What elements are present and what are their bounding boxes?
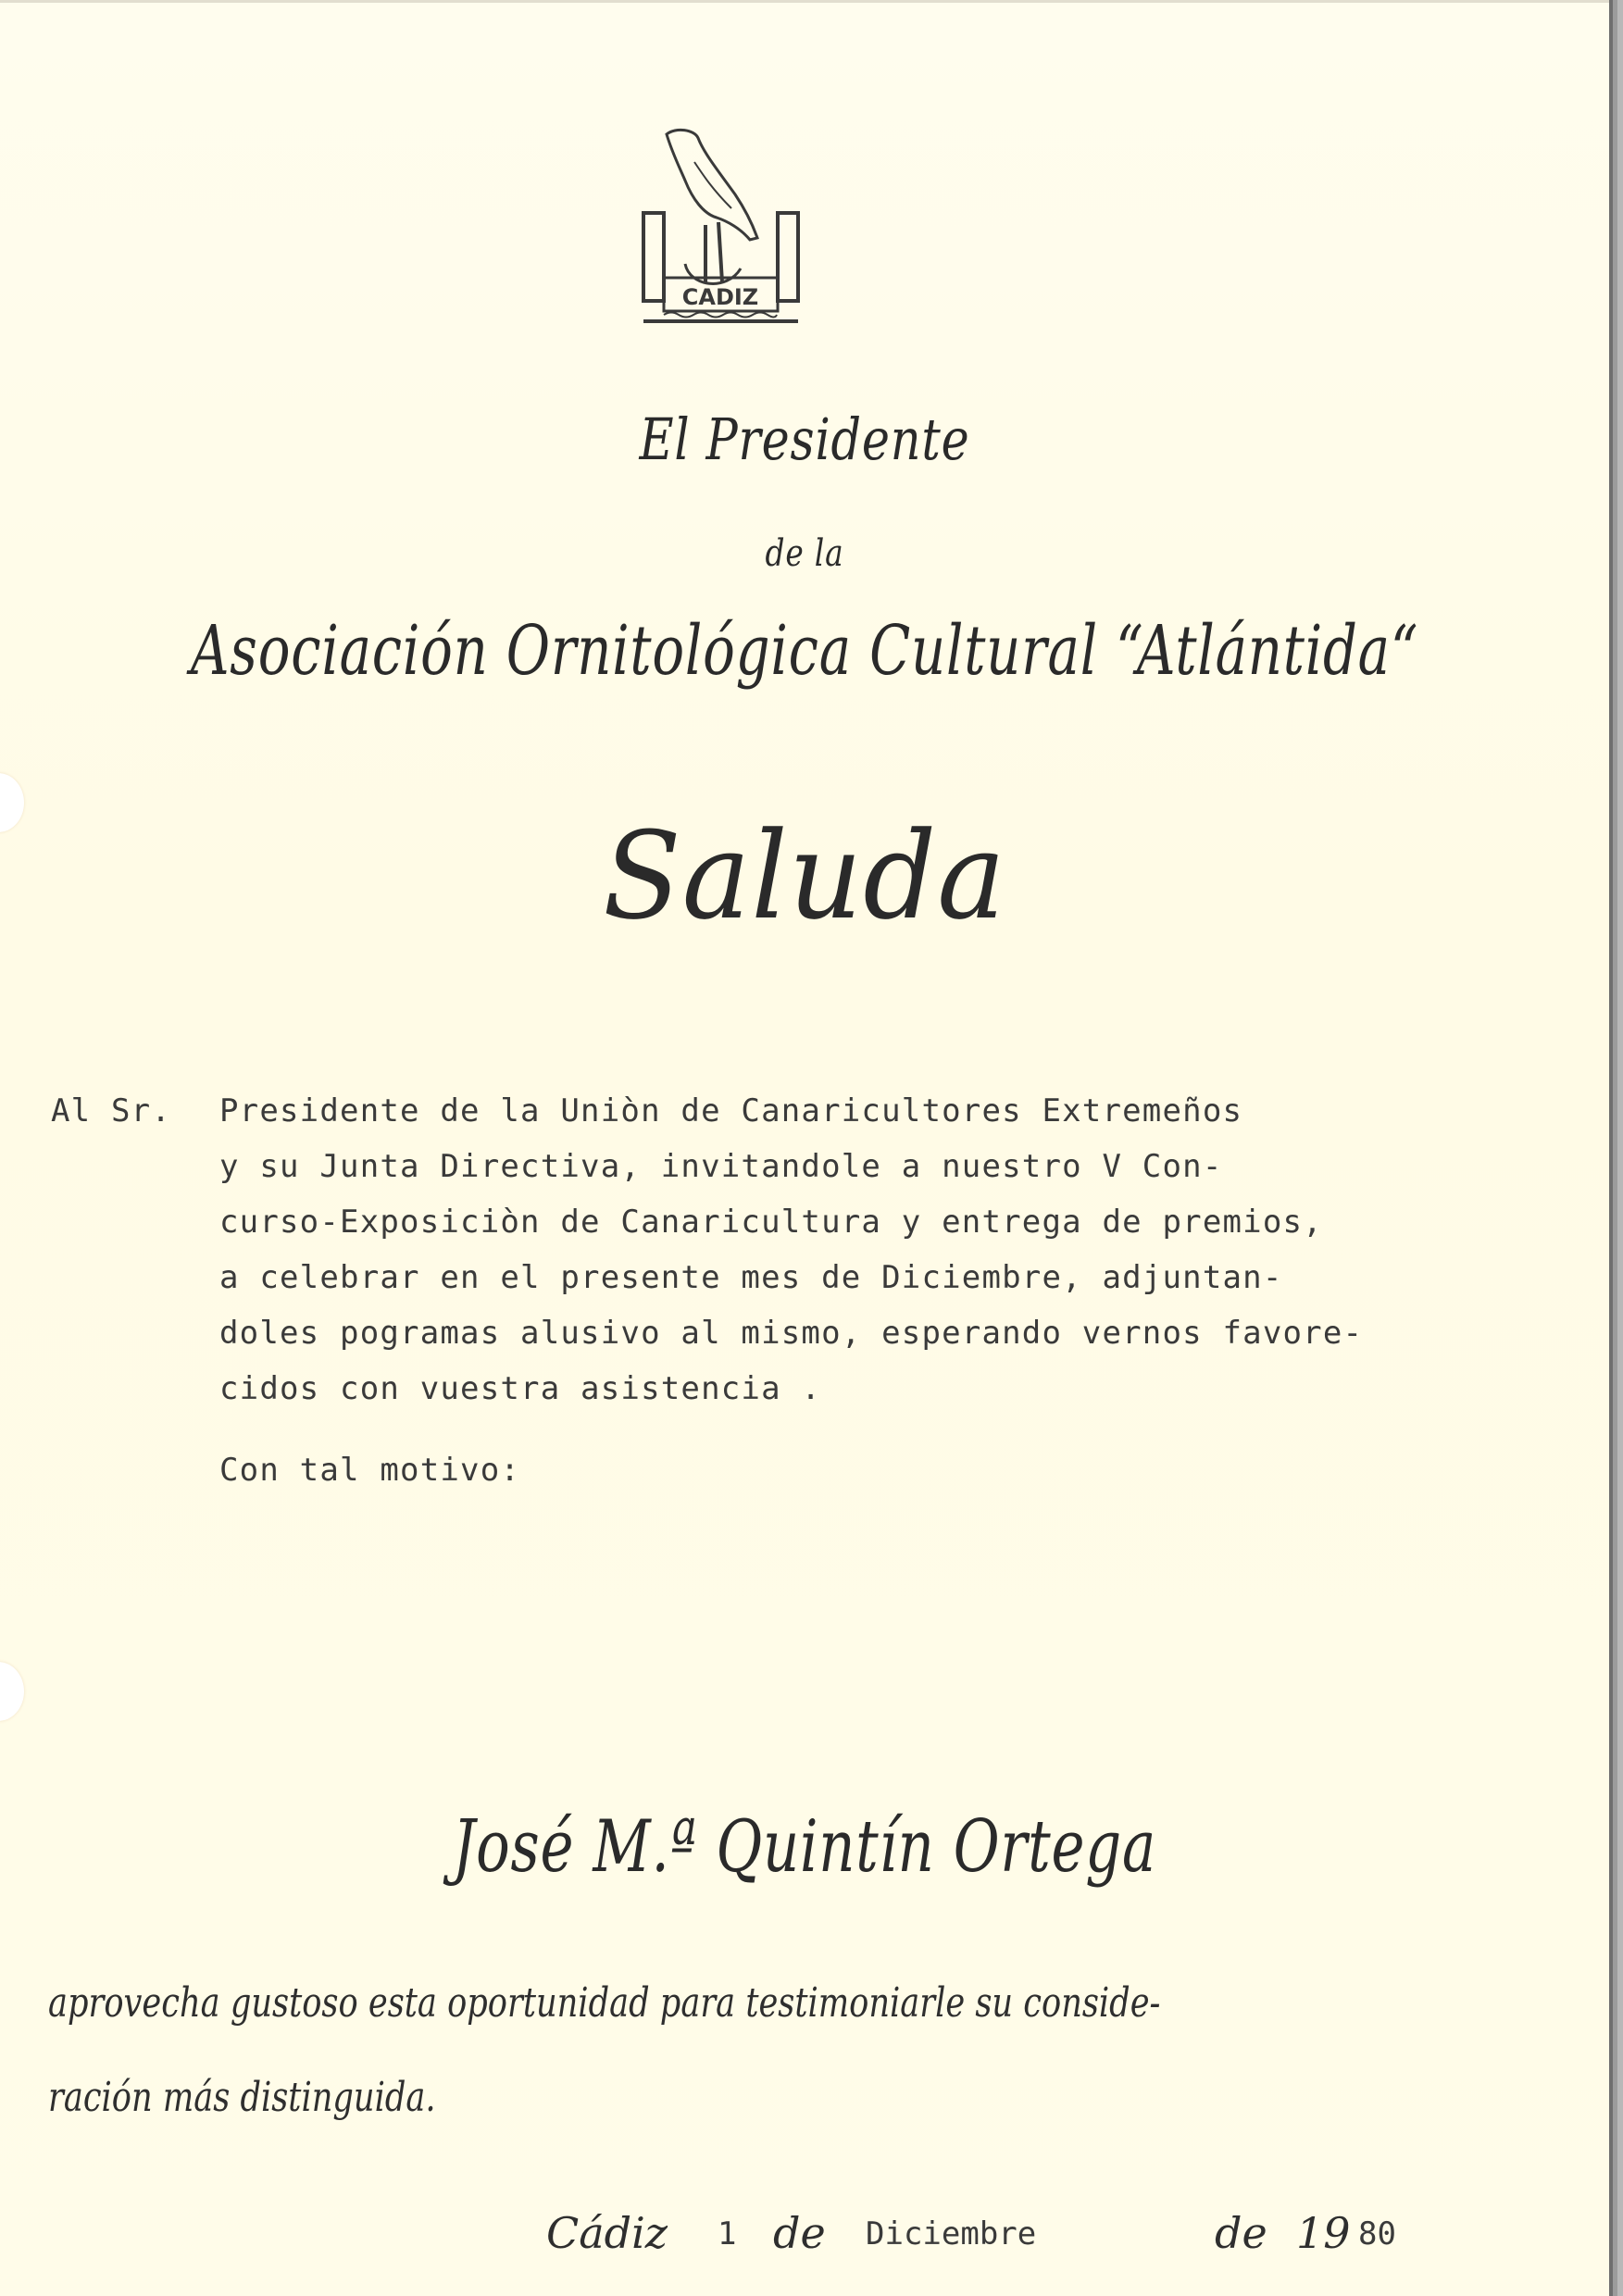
scan-top-edge — [0, 0, 1609, 3]
body-line: cidos con vuestra asistencia . — [219, 1370, 822, 1407]
header-subtitle: de la — [765, 532, 844, 575]
date-year-suffix: 80 — [1358, 2215, 1396, 2252]
date-day: 1 — [718, 2215, 737, 2252]
closing-line: aprovecha gustoso esta oportunidad para testimoniarle su conside- — [48, 1979, 1161, 2027]
body-line: doles pogramas alusivo al mismo, esperando vernos favore- — [219, 1315, 1364, 1352]
body-line: curso-Exposiciòn de Canaricultura y entrega de premios, — [219, 1204, 1323, 1241]
salutation: Al Sr. — [51, 1092, 172, 1129]
association-logo — [639, 125, 805, 329]
body-line: Presidente de la Uniòn de Canaricultores Extremeños — [219, 1092, 1243, 1129]
document-heading: Saluda — [603, 805, 1006, 946]
body-line: a celebrar en el presente mes de Diciembre, adjuntan- — [219, 1259, 1283, 1296]
body-line: y su Junta Directiva, invitandole a nuestro V Con- — [219, 1148, 1223, 1185]
date-month: Diciembre — [866, 2215, 1037, 2252]
date-city: Cádiz — [546, 2208, 668, 2258]
organization-name: Asociación Ornitológica Cultural “Atlántida“ — [190, 611, 1419, 691]
canary-on-anchor-emblem-icon — [639, 125, 805, 329]
signatory-name: José M.ª Quintín Ortega — [452, 1805, 1157, 1889]
date-de: de — [773, 2208, 826, 2258]
svg-text:CADIZ: CADIZ — [681, 284, 759, 310]
motive-line: Con tal motivo: — [219, 1452, 521, 1489]
closing-line: ración más distinguida. — [48, 2074, 436, 2121]
scan-right-edge — [1609, 0, 1623, 2296]
date-de: de — [1215, 2208, 1267, 2258]
date-year-prefix: 19 — [1296, 2208, 1351, 2258]
header-title: El Presidente — [639, 406, 970, 473]
